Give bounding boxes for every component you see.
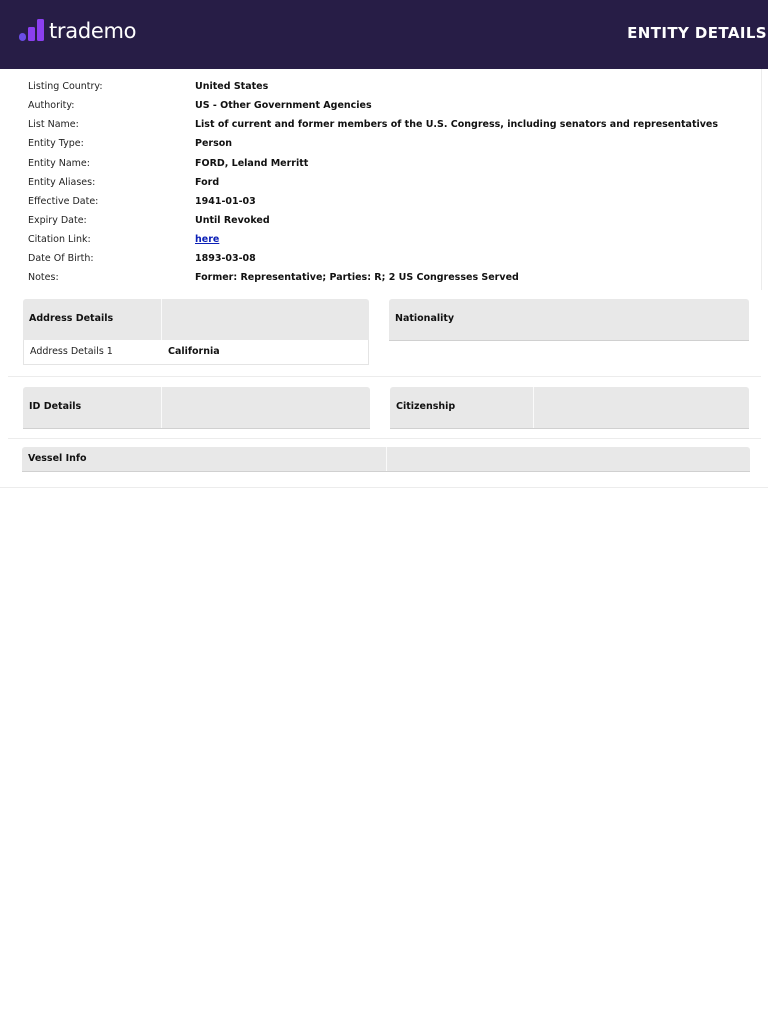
detail-value: Person [195,138,233,149]
detail-value: FORD, Leland Merritt [195,158,309,169]
vessel-info-header [22,447,750,472]
section-divider [8,438,761,439]
column-divider [386,447,387,471]
detail-label: Notes: [28,272,59,283]
column-divider [161,299,162,340]
detail-label: Citation Link: [28,234,91,245]
address-value: California [168,346,220,357]
detail-value: List of current and former members of the U.S. Congress, including senators and representatives [195,119,719,130]
address-details-header [23,299,369,341]
detail-label: Date Of Birth: [28,253,94,264]
column-divider [533,387,534,428]
citizenship-header [390,387,749,429]
nationality-header [389,299,749,341]
detail-label: Effective Date: [28,196,99,207]
detail-label: Expiry Date: [28,215,87,226]
detail-value: Ford [195,177,220,188]
detail-value [195,234,219,246]
detail-label: List Name: [28,119,79,130]
detail-value: 1893-03-08 [195,253,256,264]
bottom-divider [0,487,768,488]
top-header [0,0,768,69]
page-title: ENTITY DETAILS [627,24,767,42]
detail-value: United States [195,81,269,92]
section-title: Vessel Info [28,453,87,464]
bar-chart-logo-icon [19,19,46,42]
brand-name: trademo [49,19,137,43]
section-title: Address Details [29,313,114,324]
section-title: ID Details [29,401,82,412]
brand-logo[interactable] [19,19,136,42]
section-title: Nationality [395,313,455,324]
section-title: Citizenship [396,401,456,412]
detail-label: Entity Aliases: [28,177,96,188]
detail-label: Entity Type: [28,138,84,149]
detail-label: Listing Country: [28,81,103,92]
id-details-header [23,387,370,429]
detail-value: US - Other Government Agencies [195,100,372,111]
column-divider [161,387,162,428]
detail-value: 1941-01-03 [195,196,256,207]
detail-label: Authority: [28,100,75,111]
detail-value: Until Revoked [195,215,270,226]
citation-link[interactable]: here [195,234,220,245]
detail-value: Former: Representative; Parties: R; 2 US Congresses Served [195,272,519,283]
section-divider [8,376,761,377]
entity-details-list [8,69,762,290]
address-row [23,340,369,365]
address-key: Address Details 1 [30,346,113,357]
detail-label: Entity Name: [28,158,90,169]
